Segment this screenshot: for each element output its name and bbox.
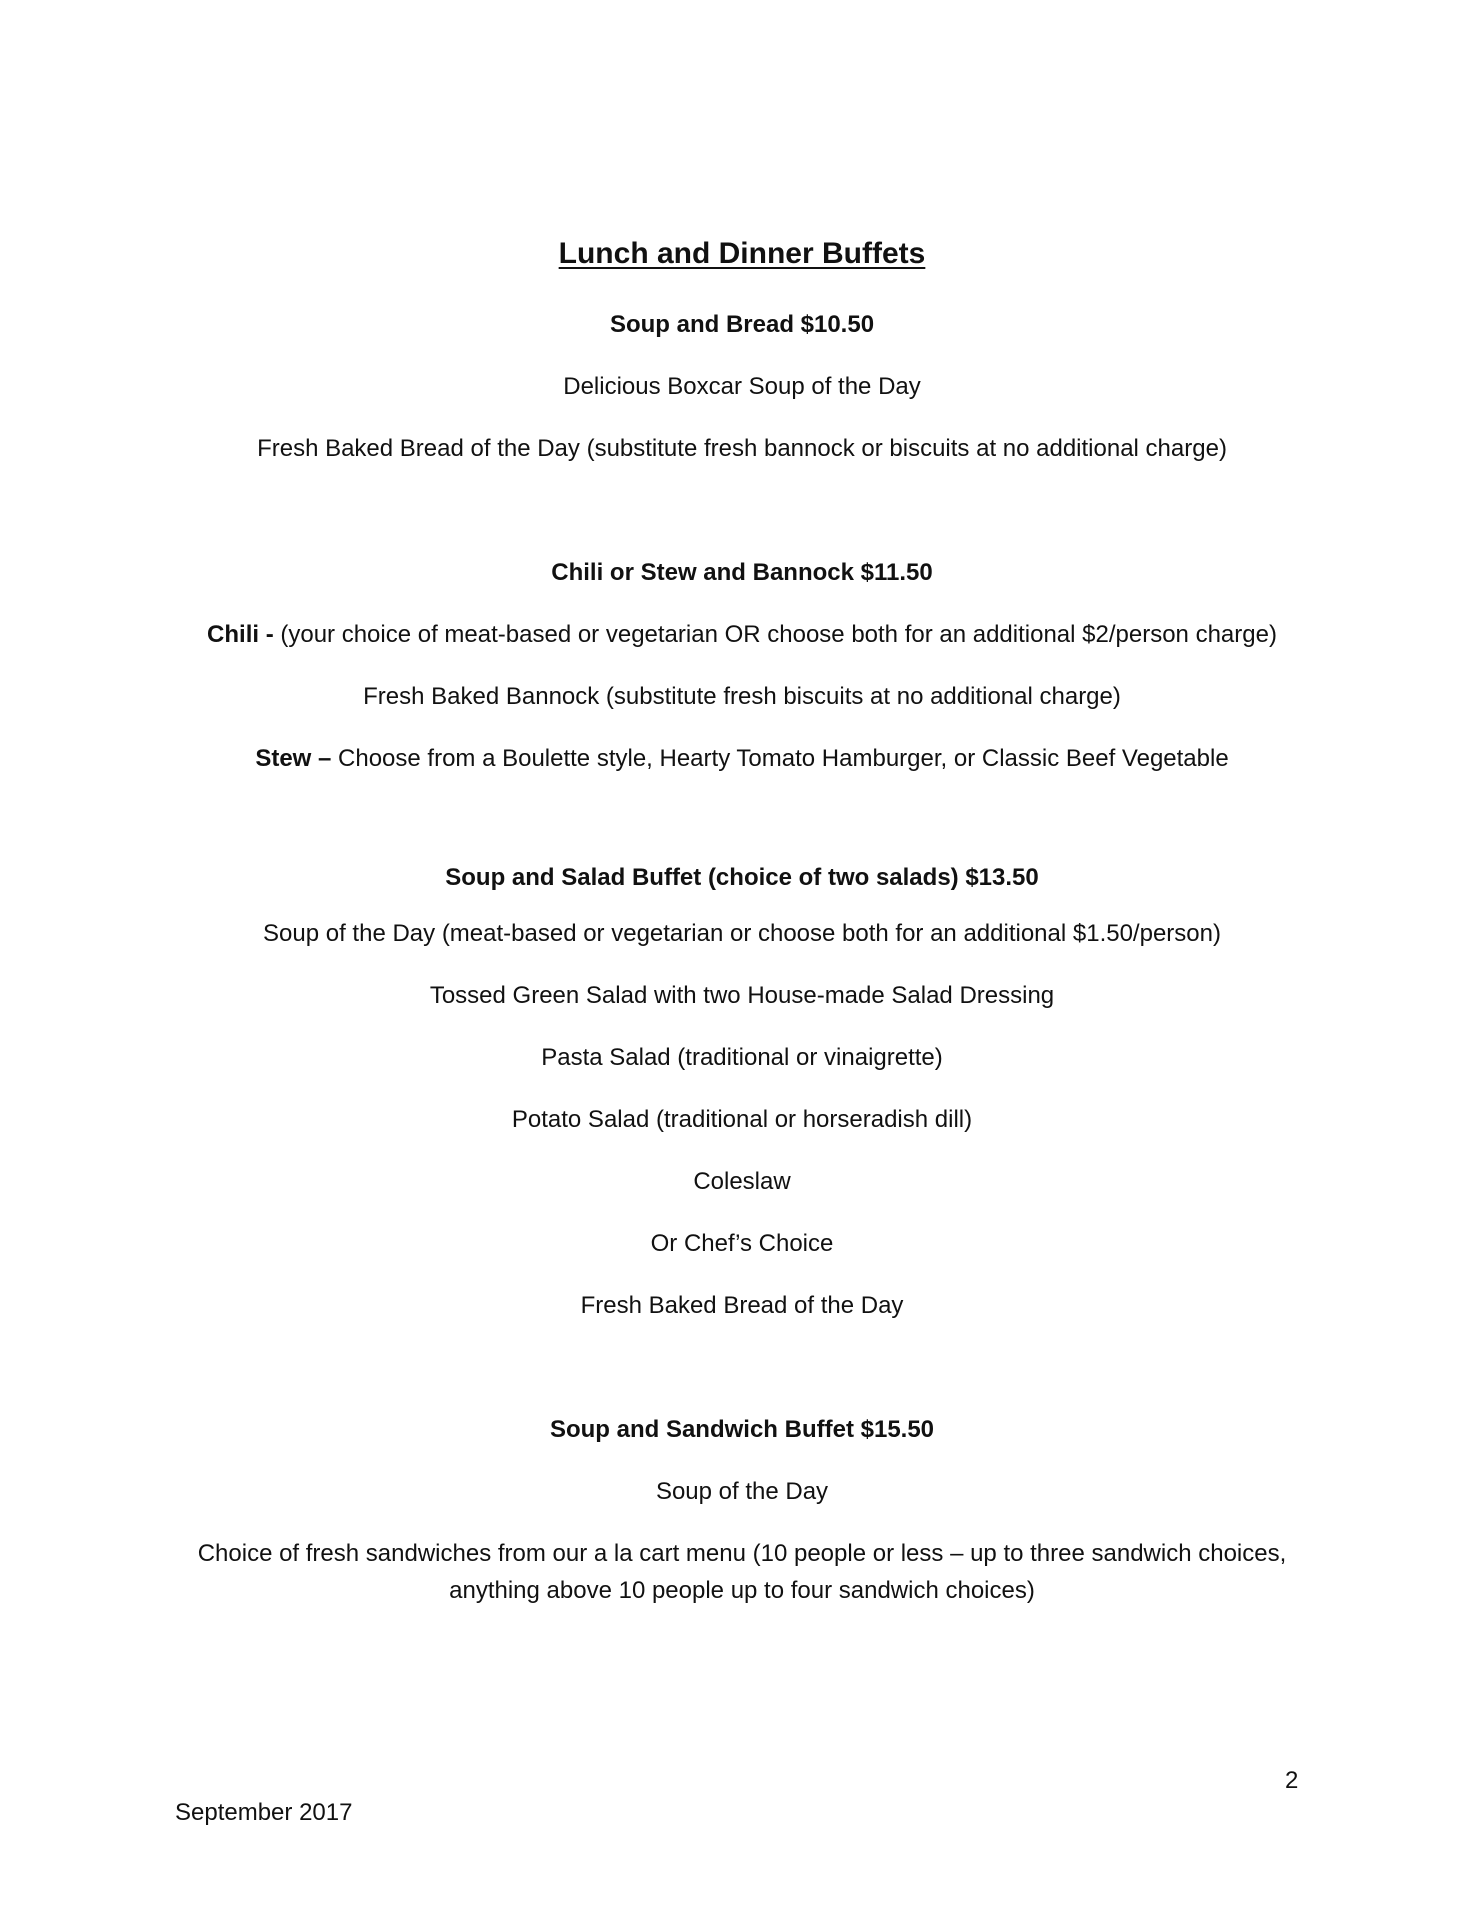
menu-item: Fresh Baked Bannock (substitute fresh biscuits at no additional charge) xyxy=(363,683,1121,710)
menu-item: Tossed Green Salad with two House-made Salad Dressing xyxy=(429,982,1055,1009)
menu-item: Coleslaw xyxy=(693,1168,791,1195)
footer-date: September 2017 xyxy=(175,1799,353,1826)
menu-item: Delicious Boxcar Soup of the Day xyxy=(563,373,921,400)
stew-description xyxy=(0,743,1484,775)
section-heading-soup-salad: Soup and Salad Buffet (choice of two salads) $13.50 xyxy=(445,864,1039,891)
menu-item: Fresh Baked Bread of the Day xyxy=(580,1292,904,1319)
page-title: Lunch and Dinner Buffets xyxy=(558,237,926,270)
section-heading-chili-stew: Chili or Stew and Bannock $11.50 xyxy=(551,559,933,586)
section-heading-soup-sandwich: Soup and Sandwich Buffet $15.50 xyxy=(549,1416,935,1443)
menu-item: Choice of fresh sandwiches from our a la cart menu (10 people or less – up to three sandwich choices, xyxy=(197,1540,1287,1567)
menu-item: Or Chef’s Choice xyxy=(650,1230,834,1257)
stew-text: Choose from a Boulette style, Hearty Tomato Hamburger, or Classic Beef Vegetable xyxy=(331,745,1229,772)
chili-text: (your choice of meat-based or vegetarian OR choose both for an additional $2/person charge) xyxy=(273,621,1277,648)
menu-item: Potato Salad (traditional or horseradish dill) xyxy=(511,1106,973,1133)
menu-item: Soup of the Day (meat-based or vegetarian or choose both for an additional $1.50/person) xyxy=(263,920,1221,947)
chili-label: Chili - xyxy=(207,621,274,648)
menu-item: Soup of the Day xyxy=(655,1478,829,1505)
section-heading-soup-bread: Soup and Bread $10.50 xyxy=(609,311,875,338)
menu-item: anything above 10 people up to four sandwich choices) xyxy=(449,1577,1035,1604)
stew-label: Stew – xyxy=(255,745,332,772)
menu-item: Fresh Baked Bread of the Day (substitute fresh bannock or biscuits at no additional charge) xyxy=(257,435,1227,462)
page-number: 2 xyxy=(1285,1767,1299,1794)
menu-item: Pasta Salad (traditional or vinaigrette) xyxy=(541,1044,943,1071)
chili-description xyxy=(0,619,1484,651)
